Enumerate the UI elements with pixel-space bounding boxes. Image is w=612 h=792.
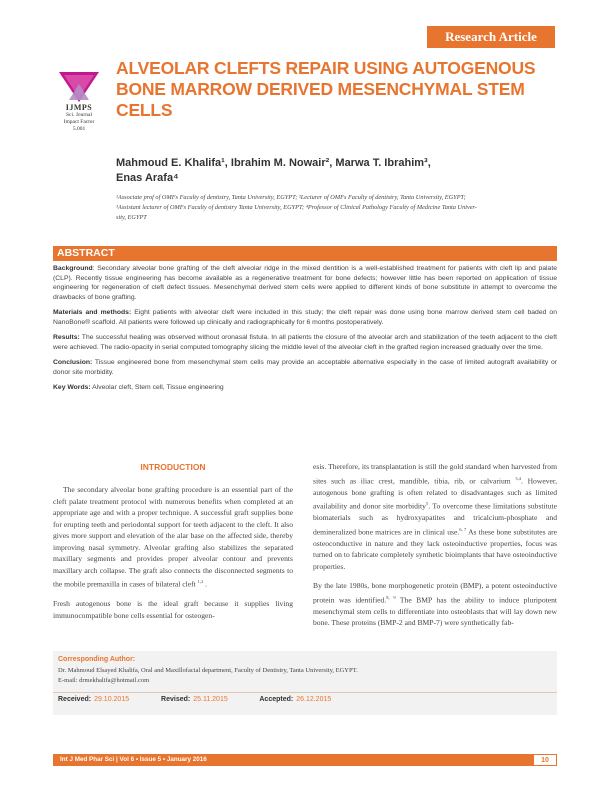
logo-line-2: Impact Factor [63, 119, 95, 125]
abstract-methods [53, 308, 557, 327]
p3-ref-3: 6, 7 [459, 526, 467, 532]
abstract-heading: ABSTRACT [53, 246, 557, 261]
affiliation-line-2: ³Assistant lecturer of OMFs Faculty of dentistry Tanta University, EGYPT; ⁴Professor of Clinical Pathology Faculty of Medicine Tanta Univer- [116, 204, 477, 211]
logo-journal-name: IJMPS [65, 103, 93, 112]
abstract-background [53, 264, 557, 302]
abstract-keywords [53, 383, 557, 393]
p4-text-b: The BMP has the ability to induce pluripotent mesenchymal stem cells to differentiate into osteoblasts that will lay down new bone. These proteins (BMP-2 and BMP-7) were synthetically fab- [313, 595, 558, 628]
conclusion-text: Tissue engineered bone from mesenchymal stem cells may provide an acceptable alternative especially in the case of limited autograft availability or donor site morbidity. [53, 359, 557, 376]
author-list [116, 156, 556, 186]
received-label: Received: [58, 696, 92, 703]
article-dates [58, 696, 331, 703]
journal-logo-text [44, 103, 114, 133]
correspondence-details [58, 666, 358, 686]
correspondence-email[interactable]: E-mail: drmekhalifa@hotmail.com [58, 677, 150, 684]
p3-text-a: esis. Therefore, its transplantation is still the gold standard when harvested from sites such as iliac crest, mandible, tibia, rib, or calvarium [313, 462, 557, 486]
authors-line-2: Enas Arafa⁴ [116, 172, 179, 184]
page-number: 10 [533, 754, 557, 766]
logo-line-1: Sci. Journal [66, 112, 92, 118]
background-label: Background [53, 265, 93, 272]
article-type-badge: Research Article [427, 26, 555, 48]
intro-p1-ref: 1,2 [197, 579, 204, 584]
p4-ref: 8, 9 [386, 594, 396, 600]
background-text: : Secondary alveolar bone grafting of the cleft alveolar ridge in the mixed dentition is a well-established treatment for patients with cleft lip and palate (CLP). Recently tissue engineering has become available as a regenerative treatment for bone defects; however little has been reported on application of tissue engineering for regeneration of cleft defect tissues. Mesenchymal derived stem cells were applied to different kinds of bone substitute in attempt to overcome the drawbacks of bone grafting. [53, 265, 557, 301]
intro-paragraph-3 [313, 461, 557, 572]
accepted-date: 26.12.2015 [296, 696, 332, 703]
conclusion-label: Conclusion: [53, 359, 93, 366]
intro-paragraph-4 [313, 580, 557, 629]
revised-date: 25.11.2015 [193, 696, 228, 703]
p4-text-a: By the late 1980s, bone morphogenetic protein (BMP), a potent osteoinductive protein was identified. [313, 581, 557, 605]
left-column [53, 484, 293, 629]
methods-label: Materials and methods: [53, 309, 132, 316]
abstract-conclusion [53, 358, 557, 377]
p3-ref-2: 5 [425, 501, 429, 507]
received-date: 29.10.2015 [94, 696, 130, 703]
p3-text-d: As these bone substitutes are osteoconductive in nature and they lack osteoinductive properties, focus was turned on to fabricate completely synthetic bioimplants that have osteoinductive properties. [313, 527, 558, 571]
introduction-heading: INTRODUCTION [140, 462, 206, 472]
results-label: Results: [53, 334, 80, 341]
article-title: ALVEOLAR CLEFTS REPAIR USING AUTOGENOUS BONE MARROW DERIVED MESENCHYMAL STEM CELLS [116, 58, 536, 120]
p3-ref-1: 3,4 [515, 475, 521, 481]
results-text: The successful healing was observed without oronasal fistula. In all patients the closure of the alveolar arch and stabilization of the teeth adjacent to the cleft were achieved. The radio-opacity in serial computed tomography slicing the middle level of the alveolar cleft in the grafted region increased gradually over the time. [53, 334, 557, 351]
logo-line-3: 5.001 [72, 126, 86, 132]
right-column [313, 461, 557, 637]
abstract-body [53, 264, 557, 399]
intro-paragraph-2: Fresh autogenous bone is the ideal graft because it supplies living immunocompatible bone cells essential for osteogen- [53, 599, 293, 620]
affiliations [116, 193, 556, 223]
correspondence-heading: Corresponding Author: [58, 656, 136, 663]
keywords-label: Key Words: [53, 384, 91, 391]
affiliation-line-3: sity, EGYPT [116, 214, 147, 221]
p3-text-c: . To overcome these limitations substitute biomaterials such as hydroxyapatites and tricalcium-phosphate and demineralized bone matrices are in clinical use. [313, 501, 558, 537]
affiliation-line-1: ¹Associate prof of OMFs Faculty of dentistry, Tanta University, EGYPT; ²Lecturer of OMFs Faculty of dentistry, Tanta University, EGYPT; [116, 194, 466, 201]
p3-text-b: . However, autogenous bone grafting is often related to disadvantages such as limited availability and donor site morbidity [313, 476, 557, 511]
keywords-text: Alveolar cleft, Stem cell, Tissue engineering [90, 384, 224, 391]
correspondence-address: Dr. Mahmoud Elsayed Khalifa, Oral and Maxillofacial department, Faculty of Dentistry, Tanta University, EGYPT. [58, 667, 358, 674]
intro-paragraph-1: The secondary alveolar bone grafting procedure is an essential part of the cleft palate treatment protocol with numerous benefits when completed at an appropriate age and with a proper technique. A successful graft supplies bone for erupting teeth and periodontal support for teeth adjacent to the cleft. It also gives more support and elevation of the alar base on the affected side, thereby improving nasal symmetry. Alveolar grafting also stabilizes the separated maxillary segments and provides proper alveolar contour and prevents maxillary arch collapse. The graft also connects the disconnected segments to the mobile premaxilla in cases of bilateral cleft $^{1,2}$ . [53, 485, 293, 589]
correspondence-divider [53, 692, 557, 693]
revised-label: Revised: [161, 696, 191, 703]
abstract-results [53, 333, 557, 352]
intro-p1-text: The secondary alveolar bone grafting procedure is an essential part of the cleft palate treatment protocol with numerous benefits when completed at an appropriate age and with a proper technique. A successful graft supplies bone for erupting teeth and periodontal support for teeth adjacent to the cleft. It also gives more support and elevation of the alar base on the affected side, thereby improving nasal symmetry. Alveolar grafting also stabilizes the separated maxillary segments and provides proper alveolar contour and prevents maxillary arch collapse. The graft also connects the disconnected segments to the mobile premaxilla in cases of bilateral cleft [53, 485, 293, 589]
accepted-label: Accepted: [259, 696, 294, 703]
methods-text: Eight patients with alveolar cleft were included in this study; the cleft repair was done using bone marrow derived stem cell baded on NanoBone® scaffold. All patients were followed up clinically and radiographically for 6 months postoperatively. [53, 309, 557, 326]
footer-citation: Int J Med Phar Sci | Vol 6 • Issue 5 • January 2016 [60, 756, 207, 763]
authors-line-1: Mahmoud E. Khalifa¹, Ibrahim M. Nowair², Marwa T. Ibrahim³, [116, 157, 431, 169]
